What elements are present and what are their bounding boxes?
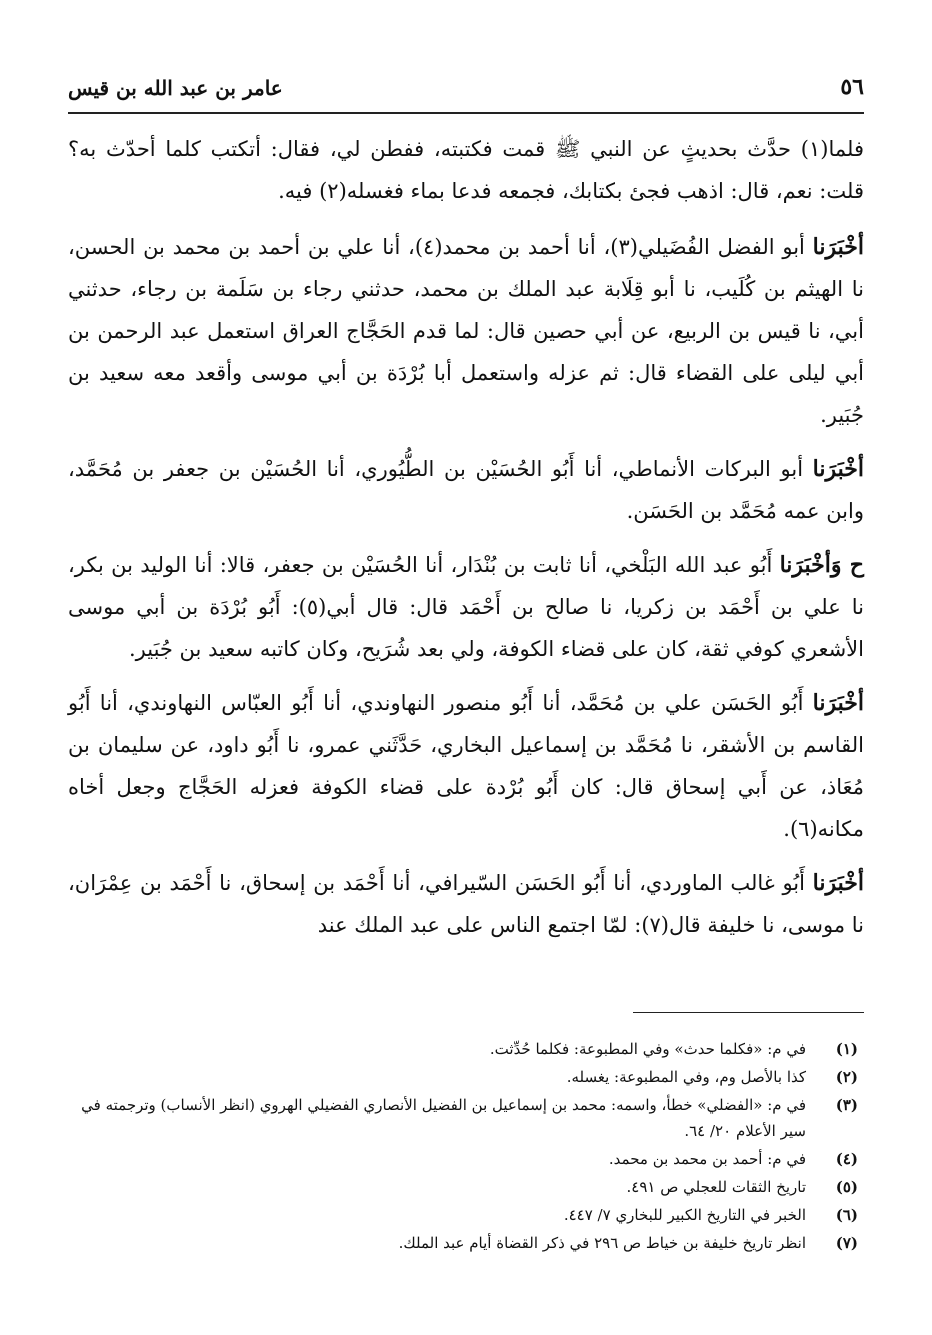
paragraph-lead: أخْبَرَنا: [812, 870, 864, 896]
paragraph-lead: أخْبَرَنا: [812, 690, 864, 716]
paragraph-4: [68, 544, 864, 670]
main-text: [68, 128, 864, 958]
footnote-number: (٤): [835, 1150, 858, 1168]
footnote-text: الخبر في التاريخ الكبير للبخاري ٧/ ٤٤٧.: [563, 1206, 806, 1224]
footnote-number: (٦): [835, 1206, 858, 1224]
paragraph-text: أبو البركات الأنماطي، أنا أَبُو الحُسَيْن بن الطُّيُوري، أنا الحُسَيْن بن جعفر بن مُحَمَّد، وابن عمه مُحَمَّد بن الحَسَن.: [68, 457, 864, 523]
paragraph-1: [68, 128, 864, 212]
footnote-item: [68, 1036, 864, 1062]
footnote-number: (٢): [835, 1068, 858, 1086]
paragraph-lead: أخْبَرَنا: [812, 456, 864, 482]
paragraph-text: أَبُو غالب الماوردي، أنا أَبُو الحَسَن السّيرافي، أنا أَحْمَد بن إسحاق، نا أَحْمَد بن عِمْرَان، نا موسى، نا خليفة قال(٧): لمّا اجتمع الناس على عبد الملك عند: [68, 871, 864, 937]
footnote-item: [68, 1230, 864, 1256]
page-header: [68, 70, 864, 110]
page-number: ٥٦: [840, 74, 864, 100]
paragraph-text: فلما(١) حدَّث بحديثٍ عن النبي ﷺ قمت فكتبته، ففطن لي، فقال: أتكتب كلما أحدّث به؟ قلت: نعم، قال: اذهب فجئ بكتابك، فجمعه فدعا بماء فغسله(٢) فيه.: [68, 137, 864, 203]
footnote-number: (٧): [835, 1234, 858, 1252]
paragraph-5: [68, 682, 864, 850]
paragraph-lead: أخْبَرَنا: [812, 234, 864, 260]
paragraph-lead: ح وَأخْبَرَنا: [779, 552, 864, 578]
footnote-item: [68, 1202, 864, 1228]
footnote-number: (٥): [835, 1178, 858, 1196]
footnote-separator: [633, 1012, 864, 1013]
footnote-item: [68, 1174, 864, 1200]
paragraph-text: أبو الفضل الفُضَيلي(٣)، أنا أحمد بن محمد(٤)، أنا علي بن أحمد بن محمد بن الحسن، نا الهيثم بن كُلَيب، نا أبو قِلَابة عبد الملك بن محمد، حدثني رجاء بن سَلَمة بن رجاء، حدثني أبي، نا قيس بن الربيع، عن أبي حصين قال: لما قدم الحَجَّاج العراق استعمل عبد الرحمن بن أبي ليلى على القضاء قال: ثم عزله واستعمل أبا بُرْدَة بن أبي موسى وأقعد معه سعيد بن جُبَير.: [68, 235, 864, 427]
paragraph-text: أَبُو الحَسَن علي بن مُحَمَّد، أنا أَبُو منصور النهاوندي، أنا أَبُو العبّاس النهاوندي، أنا أَبُو القاسم بن الأشقر، نا مُحَمَّد بن إسماعيل البخاري، حَدَّثَني عمرو، نا أَبُو داود، عن سليمان بن مُعَاذ، عن أَبي إسحاق قال: كان أَبُو بُرْدة على قضاء الكوفة فعزله الحَجَّاج وجعل أخاه مكانه(٦).: [68, 691, 864, 841]
footnote-text: في م: أحمد بن محمد بن محمد.: [608, 1150, 806, 1168]
paragraph-text: أَبُو عبد الله البَلْخي، أنا ثابت بن بُنْدَار، أنا الحُسَيْن بن جعفر، قالا: أنا الوليد بن بكر، نا علي بن أَحْمَد بن زكريا، نا صالح بن أَحْمَد قال: قال أبي(٥): أَبُو بُرْدَة بن أبي موسى الأشعري كوفي ثقة، كان على قضاء الكوفة، ولي بعد شُرَيح، وكان كاتبه سعيد بن جُبَير.: [68, 553, 864, 661]
footnote-text: انظر تاريخ خليفة بن خياط ص ٢٩٦ في ذكر القضاة أيام عبد الملك.: [398, 1234, 806, 1252]
footnote-number: (١): [835, 1040, 858, 1058]
paragraph-6: [68, 862, 864, 946]
paragraph-3: [68, 448, 864, 532]
footnote-item: [68, 1146, 864, 1172]
footnote-number: (٣): [835, 1096, 858, 1114]
footnote-text: كذا بالأصل وم، وفي المطبوعة: يغسله.: [566, 1068, 806, 1086]
paragraph-2: [68, 226, 864, 436]
footnote-item: [68, 1064, 864, 1090]
header-rule: [68, 112, 864, 114]
running-title: عامر بن عبد الله بن قيس: [68, 76, 283, 100]
footnotes: [68, 1036, 864, 1258]
footnote-text: في م: «فكلما حدث» وفي المطبوعة: فكلما حُدِّثت.: [489, 1040, 806, 1058]
footnote-text: في م: «الفضلي» خطأ، واسمه: محمد بن إسماعيل بن الفضيل الأنصاري الفضيلي الهروي (انظر الأنساب) وترجمته في سير الأعلام ٢٠/ ٦٤.: [81, 1096, 806, 1140]
footnote-item: [68, 1092, 864, 1144]
footnote-text: تاريخ الثقات للعجلي ص ٤٩١.: [626, 1178, 806, 1196]
